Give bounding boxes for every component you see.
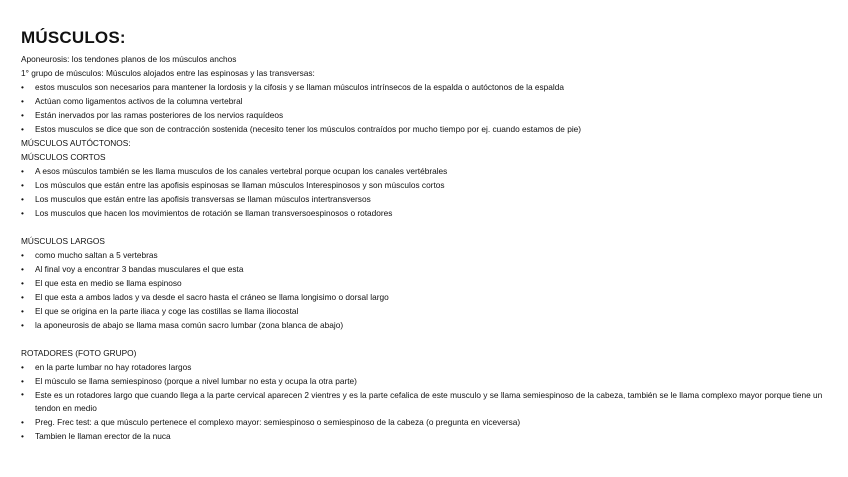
list-item: • Este es un rotadores largo que cuando llega a la parte cervical aparecen 2 vientres y es la parte cefalica de este musculo y se llama semiespinoso de la cabeza, también se le llama complexo mayor porque tiene un tendon en medio	[21, 388, 828, 415]
cortos-list	[21, 164, 828, 220]
list-item: • la aponeurosis de abajo se llama masa común sacro lumbar (zona blanca de abajo)	[21, 318, 828, 332]
page-title: MÚSCULOS:	[21, 28, 126, 47]
group1-list	[21, 80, 828, 136]
list-item: • como mucho saltan a 5 vertebras	[21, 248, 828, 262]
list-item: • El que esta a ambos lados y va desde el sacro hasta el cráneo se llama longisimo o dorsal largo	[21, 290, 828, 304]
list-item: • El que esta en medio se llama espinoso	[21, 276, 828, 290]
rotadores-heading: ROTADORES (FOTO GRUPO)	[21, 348, 137, 358]
list-item: • Estos musculos se dice que son de contracción sostenida (necesito tener los músculos contraídos por mucho tiempo por ej. cuando estamos de pie)	[21, 122, 828, 136]
list-item: • en la parte lumbar no hay rotadores largos	[21, 360, 828, 374]
list-item: • Los musculos que están entre las apofisis transversas se llaman músculos intertransversos	[21, 192, 828, 206]
list-item: • Tambien le llaman erector de la nuca	[21, 429, 828, 443]
list-item: • Están inervados por las ramas posteriores de los nervios raquídeos	[21, 108, 828, 122]
largos-list	[21, 248, 828, 332]
largos-heading: MÚSCULOS LARGOS	[21, 236, 105, 246]
list-item: • A esos músculos también se les llama musculos de los canales vertebral porque ocupan los canales vertébrales	[21, 164, 828, 178]
list-item: • Al final voy a encontrar 3 bandas musculares el que esta	[21, 262, 828, 276]
rotadores-list	[21, 360, 828, 443]
autoctonos-heading: MÚSCULOS AUTÓCTONOS:	[21, 138, 131, 148]
intro-aponeurosis: Aponeurosis: los tendones planos de los músculos anchos	[21, 54, 237, 64]
list-item: • Los músculos que están entre las apofisis espinosas se llaman músculos Interespinosos y son músculos cortos	[21, 178, 828, 192]
spacer	[21, 332, 828, 346]
list-item: • Actúan como ligamentos activos de la columna vertebral	[21, 94, 828, 108]
spacer	[21, 220, 828, 234]
intro-group1: 1° grupo de músculos: Músculos alojados entre las espinosas y las transversas:	[21, 68, 315, 78]
list-item: • Preg. Frec test: a que músculo pertenece el complexo mayor: semiespinoso o semiespinoso de la cabeza (o pregunta en viceversa)	[21, 415, 828, 429]
list-item: • El que se origina en la parte iliaca y coge las costillas se llama iliocostal	[21, 304, 828, 318]
cortos-heading: MÚSCULOS CORTOS	[21, 152, 106, 162]
list-item: • El músculo se llama semiespinoso (porque a nivel lumbar no esta y ocupa la otra parte)	[21, 374, 828, 388]
list-item: • Los musculos que hacen los movimientos de rotación se llaman transversoespinosos o rotadores	[21, 206, 828, 220]
list-item: • estos musculos son necesarios para mantener la lordosis y la cifosis y se llaman músculos intrínsecos de la espalda o autóctonos de la espalda	[21, 80, 828, 94]
